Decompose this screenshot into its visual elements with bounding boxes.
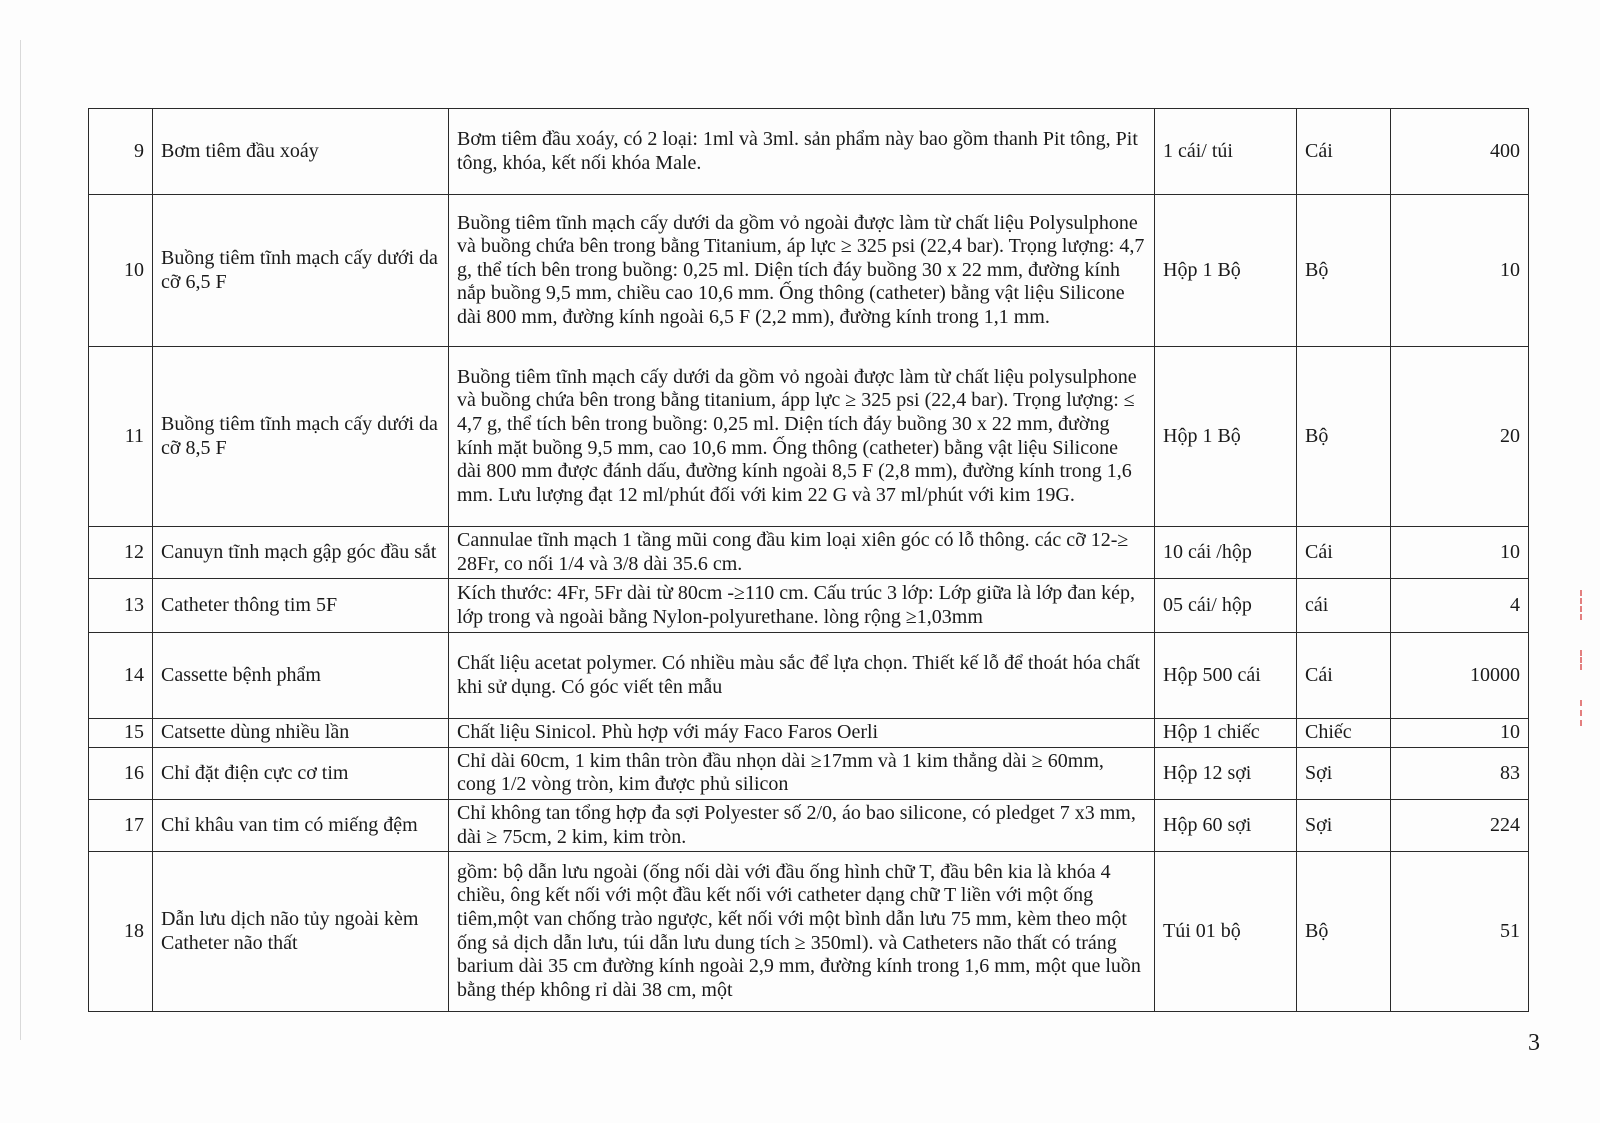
page-number: 3 bbox=[1528, 1030, 1540, 1056]
item-name: Chỉ khâu van tim có miếng đệm bbox=[153, 799, 449, 851]
item-unit: Bộ bbox=[1297, 852, 1391, 1012]
item-description: Buồng tiêm tĩnh mạch cấy dưới da gồm vỏ ngoài được làm từ chất liệu polysulphone và buồng chứa bên trong bằng titanium, ápp lực ≥ 325 psi (22,4 bar). Trọng lượng: ≤ 4,7 g, thể tích bên trong buồng: 0,25 ml. Diện tích đáy buồng 30 x 22 mm, đường kính mặt buồng 9,5 mm, cao 10,6 mm. Ống thông (catheter) bằng vật liệu Silicone dài 800 mm được đánh dấu, đường kính ngoài 8,5 F (2,8 mm), đường kính trong 1,6 mm. Lưu lượng đạt 12 ml/phút đối với kim 22 G và 37 ml/phút với kim 19G. bbox=[449, 347, 1155, 527]
item-packaging: Hộp 12 sợi bbox=[1155, 747, 1297, 799]
item-description: Chất liệu Sinicol. Phù hợp với máy Faco Faros Oerli bbox=[449, 719, 1155, 748]
item-packaging: Hộp 1 chiếc bbox=[1155, 719, 1297, 748]
item-quantity: 224 bbox=[1391, 799, 1529, 851]
red-stamp-fragment bbox=[1580, 650, 1596, 670]
item-description: Chỉ không tan tổng hợp đa sợi Polyester số 2/0, áo bao silicone, có pledget 7 x3 mm, dài ≥ 75cm, 2 kim, kim tròn. bbox=[449, 799, 1155, 851]
scan-edge-line bbox=[20, 40, 21, 1040]
item-description: Buồng tiêm tĩnh mạch cấy dưới da gồm vỏ ngoài được làm từ chất liệu Polysulphone và buồng chứa bên trong bằng Titanium, áp lực ≥ 325 psi (22,4 bar). Trọng lượng: 4,7 g, thể tích bên trong buồng: 0,25 ml. Diện tích đáy buồng 30 x 22 mm, đường kính nắp buồng 9,5 mm, chiều cao 10,6 mm. Ống thông (catheter) bằng vật liệu Silicone dài 800 mm, đường kính ngoài 6,5 F (2,2 mm), đường kính trong 1,1 mm. bbox=[449, 195, 1155, 347]
row-number: 11 bbox=[89, 347, 153, 527]
row-number: 15 bbox=[89, 719, 153, 748]
item-quantity: 10 bbox=[1391, 719, 1529, 748]
item-unit: cái bbox=[1297, 579, 1391, 633]
item-name: Catheter thông tim 5F bbox=[153, 579, 449, 633]
item-packaging: 05 cái/ hộp bbox=[1155, 579, 1297, 633]
table-row bbox=[89, 195, 1529, 347]
item-description: Kích thước: 4Fr, 5Fr dài từ 80cm -≥110 cm. Cấu trúc 3 lớp: Lớp giữa là lớp đan kép, lớp trong và ngoài bằng Nylon-polyurethane. lòng rộng ≥1,03mm bbox=[449, 579, 1155, 633]
row-number: 9 bbox=[89, 109, 153, 195]
item-packaging: Hộp 500 cái bbox=[1155, 633, 1297, 719]
table-row bbox=[89, 527, 1529, 579]
item-unit: Sợi bbox=[1297, 747, 1391, 799]
item-unit: Bộ bbox=[1297, 347, 1391, 527]
red-stamp-fragment bbox=[1580, 590, 1596, 620]
table-row bbox=[89, 719, 1529, 748]
row-number: 16 bbox=[89, 747, 153, 799]
specification-table bbox=[88, 108, 1529, 1012]
table-row bbox=[89, 799, 1529, 851]
red-stamp-fragment bbox=[1580, 700, 1596, 726]
item-description: gồm: bộ dẫn lưu ngoài (ống nối dài với đầu ống hình chữ T, đầu bên kia là khóa 4 chiều, ông kết nối với một đầu kết nối với catheter dạng chữ T liền với một ống tiêm,một van chống trào ngược, kết nối với một bình dẫn lưu 75 mm, kèm theo một ống sả dịch dẫn lưu, túi dẫn lưu dung tích ≥ 350ml). và Catheters não thất có tráng barium dài 35 cm đường kính ngoài 2,9 mm, đường kính trong 1,6 mm, một que luồn bằng thép không rỉ dài 38 cm, một bbox=[449, 852, 1155, 1012]
row-number: 13 bbox=[89, 579, 153, 633]
table-row bbox=[89, 633, 1529, 719]
item-quantity: 51 bbox=[1391, 852, 1529, 1012]
row-number: 17 bbox=[89, 799, 153, 851]
item-name: Cassette bệnh phẩm bbox=[153, 633, 449, 719]
item-quantity: 4 bbox=[1391, 579, 1529, 633]
item-packaging: 10 cái /hộp bbox=[1155, 527, 1297, 579]
table-row bbox=[89, 579, 1529, 633]
item-quantity: 20 bbox=[1391, 347, 1529, 527]
item-description: Cannulae tĩnh mạch 1 tầng mũi cong đầu kim loại xiên góc có lỗ thông. các cỡ 12-≥ 28Fr, co nối 1/4 và 3/8 dài 35.6 cm. bbox=[449, 527, 1155, 579]
row-number: 14 bbox=[89, 633, 153, 719]
item-name: Canuyn tĩnh mạch gập góc đầu sắt bbox=[153, 527, 449, 579]
item-quantity: 83 bbox=[1391, 747, 1529, 799]
item-unit: Cái bbox=[1297, 633, 1391, 719]
row-number: 18 bbox=[89, 852, 153, 1012]
item-packaging: Hộp 1 Bộ bbox=[1155, 347, 1297, 527]
item-name: Dẫn lưu dịch não tủy ngoài kèm Catheter não thất bbox=[153, 852, 449, 1012]
item-unit: Cái bbox=[1297, 527, 1391, 579]
table-row bbox=[89, 109, 1529, 195]
item-description: Chỉ dài 60cm, 1 kim thân tròn đầu nhọn dài ≥17mm và 1 kim thẳng dài ≥ 60mm, cong 1/2 vòng tròn, kim được phủ silicon bbox=[449, 747, 1155, 799]
item-description: Bơm tiêm đầu xoáy, có 2 loại: 1ml và 3ml. sản phẩm này bao gồm thanh Pit tông, Pit tông, khóa, kết nối khóa Male. bbox=[449, 109, 1155, 195]
row-number: 10 bbox=[89, 195, 153, 347]
item-unit: Sợi bbox=[1297, 799, 1391, 851]
item-quantity: 10000 bbox=[1391, 633, 1529, 719]
row-number: 12 bbox=[89, 527, 153, 579]
table-row bbox=[89, 347, 1529, 527]
item-description: Chất liệu acetat polymer. Có nhiều màu sắc để lựa chọn. Thiết kế lỗ để thoát hóa chất khi sử dụng. Có góc viết tên mẫu bbox=[449, 633, 1155, 719]
item-unit: Bộ bbox=[1297, 195, 1391, 347]
item-quantity: 10 bbox=[1391, 527, 1529, 579]
item-packaging: 1 cái/ túi bbox=[1155, 109, 1297, 195]
item-packaging: Hộp 1 Bộ bbox=[1155, 195, 1297, 347]
table-row bbox=[89, 852, 1529, 1012]
item-unit: Cái bbox=[1297, 109, 1391, 195]
item-quantity: 400 bbox=[1391, 109, 1529, 195]
item-quantity: 10 bbox=[1391, 195, 1529, 347]
item-unit: Chiếc bbox=[1297, 719, 1391, 748]
item-packaging: Hộp 60 sợi bbox=[1155, 799, 1297, 851]
item-name: Buồng tiêm tĩnh mạch cấy dưới da cỡ 8,5 F bbox=[153, 347, 449, 527]
item-name: Buồng tiêm tĩnh mạch cấy dưới da cỡ 6,5 F bbox=[153, 195, 449, 347]
item-name: Catsette dùng nhiều lần bbox=[153, 719, 449, 748]
table-row bbox=[89, 747, 1529, 799]
item-name: Chỉ đặt điện cực cơ tim bbox=[153, 747, 449, 799]
item-packaging: Túi 01 bộ bbox=[1155, 852, 1297, 1012]
item-name: Bơm tiêm đầu xoáy bbox=[153, 109, 449, 195]
